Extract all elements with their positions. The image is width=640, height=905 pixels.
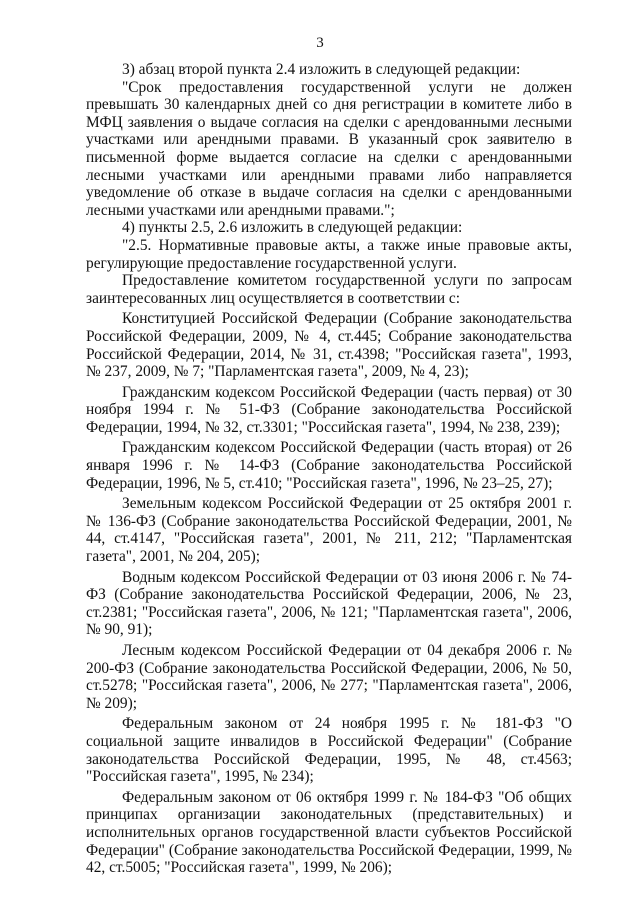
document-body xyxy=(86,61,572,877)
page-number: 3 xyxy=(316,35,324,51)
paragraph-constitution: Конституцией Российской Федерации (Собрание законодательства Российской Федерации, 2009, № 4, ст.445; Собрание законодательства Российской Федерации, 2014, № 31, ст.4398; "Российская газета", 1993, № 237, 2009, № 7; "Парламентская газета", 2009, № 4, 23); xyxy=(86,310,572,381)
paragraph-provision-basis: Предоставление комитетом государственной услуги по запросам заинтересованных лиц осуществляется в соответствии с: xyxy=(86,272,572,307)
paragraph-federal-law-181: Федеральным законом от 24 ноября 1995 г. № 181-ФЗ "О социальной защите инвалидов в Российской Федерации" (Собрание законодательства Российской Федерации, 1995, № 48, ст.4563; "Российская газета", 1995, № 234); xyxy=(86,715,572,786)
paragraph-service-deadline: "Срок предоставления государственной услуги не должен превышать 30 календарных дней со дня регистрации в комитете либо в МФЦ заявления о выдаче согласия на сделки с арендованными лесными участками или арендными правами. В указанный срок заявителю в письменной форме выдается согласие на сделки с арендованными лесными участками или арендными правами либо направляется уведомление об отказе в выдаче согласия на сделки с арендованными лесными участками или арендными правами."; xyxy=(86,78,572,219)
paragraph-civil-code-part-two: Гражданским кодексом Российской Федерации (часть вторая) от 26 января 1996 г. № 14-ФЗ (Собрание законодательства Российской Федерации, 1996, № 5, ст.410; "Российская газета", 1996, № 23–25, 27); xyxy=(86,439,572,492)
paragraph-amendment-2-5-2-6: 4) пункты 2.5, 2.6 изложить в следующей редакции: xyxy=(122,219,463,237)
paragraph-land-code: Земельным кодексом Российской Федерации от 25 октября 2001 г. № 136-ФЗ (Собрание законодательства Российской Федерации, 2001, № 44, ст.4147, "Российская газета", 2001, № 211, 212; "Парламентская газета", 2001, № 204, 205); xyxy=(86,495,572,566)
paragraph-section-2-5-title: "2.5. Нормативные правовые акты, а также иные правовые акты, регулирующие предоставление государственной услуги. xyxy=(86,236,572,272)
paragraph-civil-code-part-one: Гражданским кодексом Российской Федерации (часть первая) от 30 ноября 1994 г. № 51-ФЗ (Собрание законодательства Российской Федерации, 1994, № 32, ст.3301; "Российская газета", 1994, № 238, 239); xyxy=(86,383,572,436)
paragraph-amendment-2-4: 3) абзац второй пункта 2.4 изложить в следующей редакции: xyxy=(122,61,521,78)
paragraph-water-code: Водным кодексом Российской Федерации от 03 июня 2006 г. № 74-ФЗ (Собрание законодательства Российской Федерации, 2006, № 23, ст.2381; "Российская газета", 2006, № 121; "Парламентская газета", 2006, № 90, 91); xyxy=(86,568,572,639)
paragraph-forest-code: Лесным кодексом Российской Федерации от 04 декабря 2006 г. № 200-ФЗ (Собрание законодательства Российской Федерации, 2006, № 50, ст.5278; "Российская газета", 2006, № 277; "Парламентская газета", 2006, № 209); xyxy=(86,642,572,712)
paragraph-federal-law-184: Федеральным законом от 06 октября 1999 г. № 184-ФЗ "Об общих принципах организации законодательных (представительных) и исполнительных органов государственной власти субъектов Российской Федерации" (Собрание законодательства Российской Федерации, 1999, № 42, ст.5005; "Российская газета", 1999, № 206); xyxy=(86,788,572,877)
